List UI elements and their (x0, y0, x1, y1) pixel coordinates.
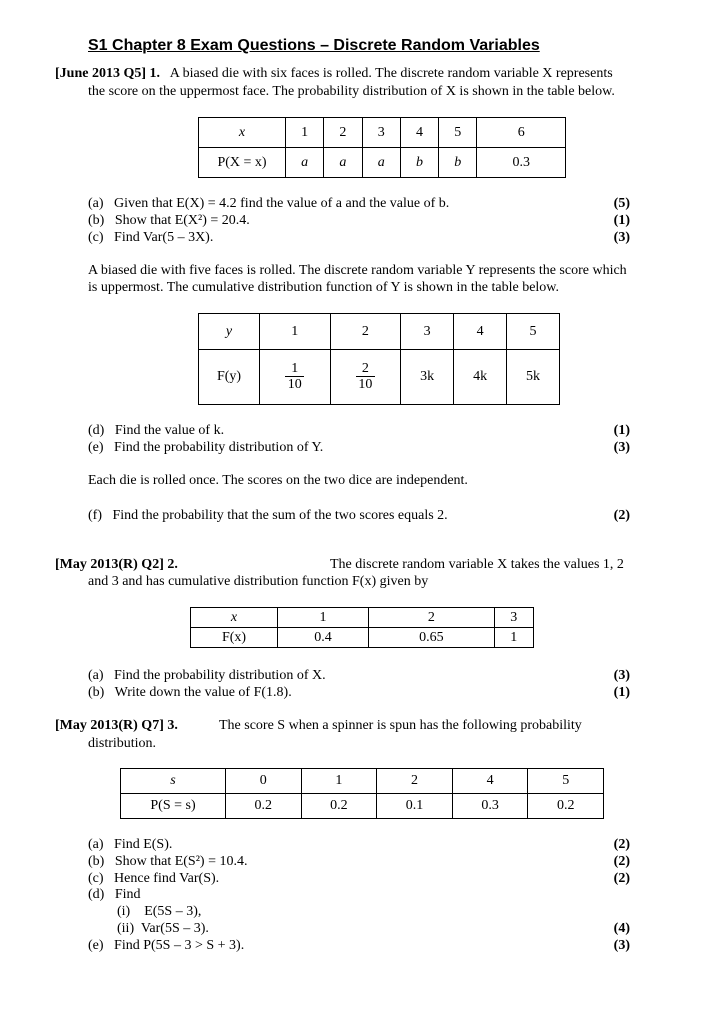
part-label: (b) (88, 213, 105, 228)
frac-den: 10 (287, 377, 302, 392)
q3-t-r2-c1: 0.2 (226, 794, 302, 819)
q1-t1-r2-c5: b (439, 148, 477, 178)
q1-intro2-1: A biased die with five faces is rolled. The discrete random variable Y represents the score which (88, 263, 627, 278)
q2-marks-a: (3) (613, 668, 630, 683)
part-label: (b) (88, 854, 105, 869)
q3-t-r2-c2: 0.2 (301, 794, 377, 819)
fraction-1-10 (285, 361, 304, 392)
q3-part-b (88, 854, 247, 870)
part-text: Show that E(S²) = 10.4. (114, 854, 248, 869)
q3-intro-2: distribution. (88, 736, 157, 751)
q1-t1-r2-c1: a (286, 148, 324, 178)
q1-note: Each die is rolled once. The scores on the two dice are independent. (88, 473, 468, 488)
q1-t2-r1-c5: 5 (507, 314, 560, 350)
q1-t2-r2-c4: 4k (454, 350, 507, 405)
part-label: (c) (88, 230, 104, 245)
q1-t1-r1-c1: 1 (286, 118, 324, 148)
q2-intro-1: The discrete random variable X takes the values 1, 2 (330, 557, 624, 572)
q3-marks-c: (2) (613, 871, 630, 886)
frac-num: 1 (285, 361, 304, 377)
q1-intro2-2: is uppermost. The cumulative distribution function of Y is shown in the table below. (88, 280, 560, 295)
part-text: Find P(5S – 3 > S + 3). (114, 938, 245, 953)
q1-marks-f: (2) (613, 508, 630, 523)
q2-marks-b: (1) (613, 685, 630, 700)
q2-part-a (88, 668, 326, 684)
q3-ref-label: [May 2013(R) Q7] 3. (55, 718, 178, 733)
q3-marks-e: (3) (613, 938, 630, 953)
q2-t-r1-c3: 3 (494, 608, 533, 628)
part-label: (ii) (117, 921, 135, 936)
q1-t1-r1-c4: 4 (400, 118, 438, 148)
q3-t-r2-c0: P(S = s) (121, 794, 226, 819)
q3-t-r2-c4: 0.3 (452, 794, 528, 819)
part-label: (a) (88, 837, 104, 852)
q3-t-r1-c1: 0 (226, 769, 302, 794)
q1-t2-r1-c1: 1 (260, 314, 331, 350)
frac-den: 10 (358, 377, 373, 392)
part-label: (e) (88, 938, 104, 953)
q3-t-r1-c3: 2 (377, 769, 453, 794)
q1-t2-r2-c5: 5k (507, 350, 560, 405)
part-label: (a) (88, 196, 104, 211)
q3-t-r1-c5: 5 (528, 769, 604, 794)
part-label: (d) (88, 423, 105, 438)
q1-table1 (198, 117, 566, 178)
q3-t-r2-c3: 0.1 (377, 794, 453, 819)
q1-part-a (88, 196, 449, 212)
q1-marks-c: (3) (613, 230, 630, 245)
q3-marks-b: (2) (613, 854, 630, 869)
q1-t1-r1-c0: x (199, 118, 286, 148)
q1-intro-2: the score on the uppermost face. The probability distribution of X is shown in the table below. (88, 84, 615, 99)
q3-t-r1-c0: s (121, 769, 226, 794)
q3-part-d-i (117, 904, 201, 920)
q1-marks-a: (5) (613, 196, 630, 211)
q3-marks-d: (4) (613, 921, 630, 936)
q2-t-r1-c2: 2 (369, 608, 495, 628)
part-text: Find the probability distribution of X. (114, 668, 326, 683)
q1-t1-r1-c6: 6 (477, 118, 566, 148)
frac-num: 2 (356, 361, 375, 377)
q1-ref: [June 2013 Q5] 1. (55, 66, 160, 81)
q1-intro-1: A biased die with six faces is rolled. The discrete random variable X represents (169, 66, 613, 81)
q1-t2-r2-c3: 3k (401, 350, 454, 405)
part-text: Find E(S). (114, 837, 173, 852)
q1-part-d (88, 423, 224, 439)
q1-t2-r2-c0: F(y) (199, 350, 260, 405)
q1-t1-r2-c0: P(X = x) (199, 148, 286, 178)
part-label: (i) (117, 904, 131, 919)
q1-line-1 (55, 66, 613, 82)
q1-marks-d: (1) (613, 423, 630, 438)
part-text: Given that E(X) = 4.2 find the value of a and the value of b. (114, 196, 450, 211)
q2-ref-label: [May 2013(R) Q2] 2. (55, 557, 178, 572)
q3-t-r1-c2: 1 (301, 769, 377, 794)
q3-part-d-ii (117, 921, 209, 937)
part-text: Hence find Var(S). (114, 871, 220, 886)
part-text: Find the probability that the sum of the two scores equals 2. (112, 508, 448, 523)
q1-table2 (198, 313, 560, 405)
q1-t2-r2-c2 (330, 350, 401, 405)
q1-t2-r1-c3: 3 (401, 314, 454, 350)
q3-intro-1: The score S when a spinner is spun has the following probability (219, 718, 582, 733)
q3-ref (55, 718, 178, 734)
part-text: Find (114, 887, 141, 902)
part-text: Write down the value of F(1.8). (114, 685, 292, 700)
q3-table (120, 768, 604, 819)
q2-intro-2: and 3 and has cumulative distribution function F(x) given by (88, 574, 429, 589)
part-label: (b) (88, 685, 105, 700)
q2-t-r1-c1: 1 (278, 608, 369, 628)
part-label: (d) (88, 887, 105, 902)
q1-t1-r1-c5: 5 (439, 118, 477, 148)
q1-t2-r1-c0: y (199, 314, 260, 350)
q2-part-b (88, 685, 292, 701)
q3-part-a (88, 837, 172, 853)
q1-t1-r1-c2: 2 (324, 118, 362, 148)
part-text: Find the probability distribution of Y. (114, 440, 324, 455)
q2-table (190, 607, 534, 648)
q1-part-b (88, 213, 250, 229)
q1-part-c (88, 230, 213, 246)
q2-t-r2-c2: 0.65 (369, 628, 495, 648)
q1-marks-b: (1) (613, 213, 630, 228)
q1-t1-r1-c3: 3 (362, 118, 400, 148)
part-label: (f) (88, 508, 102, 523)
q1-part-f (88, 508, 448, 524)
q2-t-r1-c0: x (191, 608, 278, 628)
q3-part-e (88, 938, 244, 954)
part-label: (a) (88, 668, 104, 683)
q2-t-r2-c0: F(x) (191, 628, 278, 648)
part-label: (c) (88, 871, 104, 886)
q1-marks-e: (3) (613, 440, 630, 455)
q1-t1-r2-c6: 0.3 (477, 148, 566, 178)
q1-t1-r2-c2: a (324, 148, 362, 178)
q3-marks-a: (2) (613, 837, 630, 852)
part-text: Find Var(5 – 3X). (114, 230, 214, 245)
q3-t-r2-c5: 0.2 (528, 794, 604, 819)
q1-t2-r1-c2: 2 (330, 314, 401, 350)
q1-t2-r1-c4: 4 (454, 314, 507, 350)
q2-t-r2-c1: 0.4 (278, 628, 369, 648)
part-text: Show that E(X²) = 20.4. (114, 213, 250, 228)
q3-part-d (88, 887, 141, 903)
q2-ref (55, 557, 178, 573)
part-label: (e) (88, 440, 104, 455)
fraction-2-10 (356, 361, 375, 392)
q1-t1-r2-c4: b (400, 148, 438, 178)
part-text: Find the value of k. (114, 423, 225, 438)
q3-part-c (88, 871, 219, 887)
q1-t1-r2-c3: a (362, 148, 400, 178)
q2-t-r2-c3: 1 (494, 628, 533, 648)
part-text: E(5S – 3), (144, 904, 202, 919)
part-text: Var(5S – 3). (140, 921, 209, 936)
q1-t2-r2-c1 (260, 350, 331, 405)
q3-t-r1-c4: 4 (452, 769, 528, 794)
page-title: S1 Chapter 8 Exam Questions – Discrete Random Variables (88, 37, 540, 54)
q1-part-e (88, 440, 323, 456)
